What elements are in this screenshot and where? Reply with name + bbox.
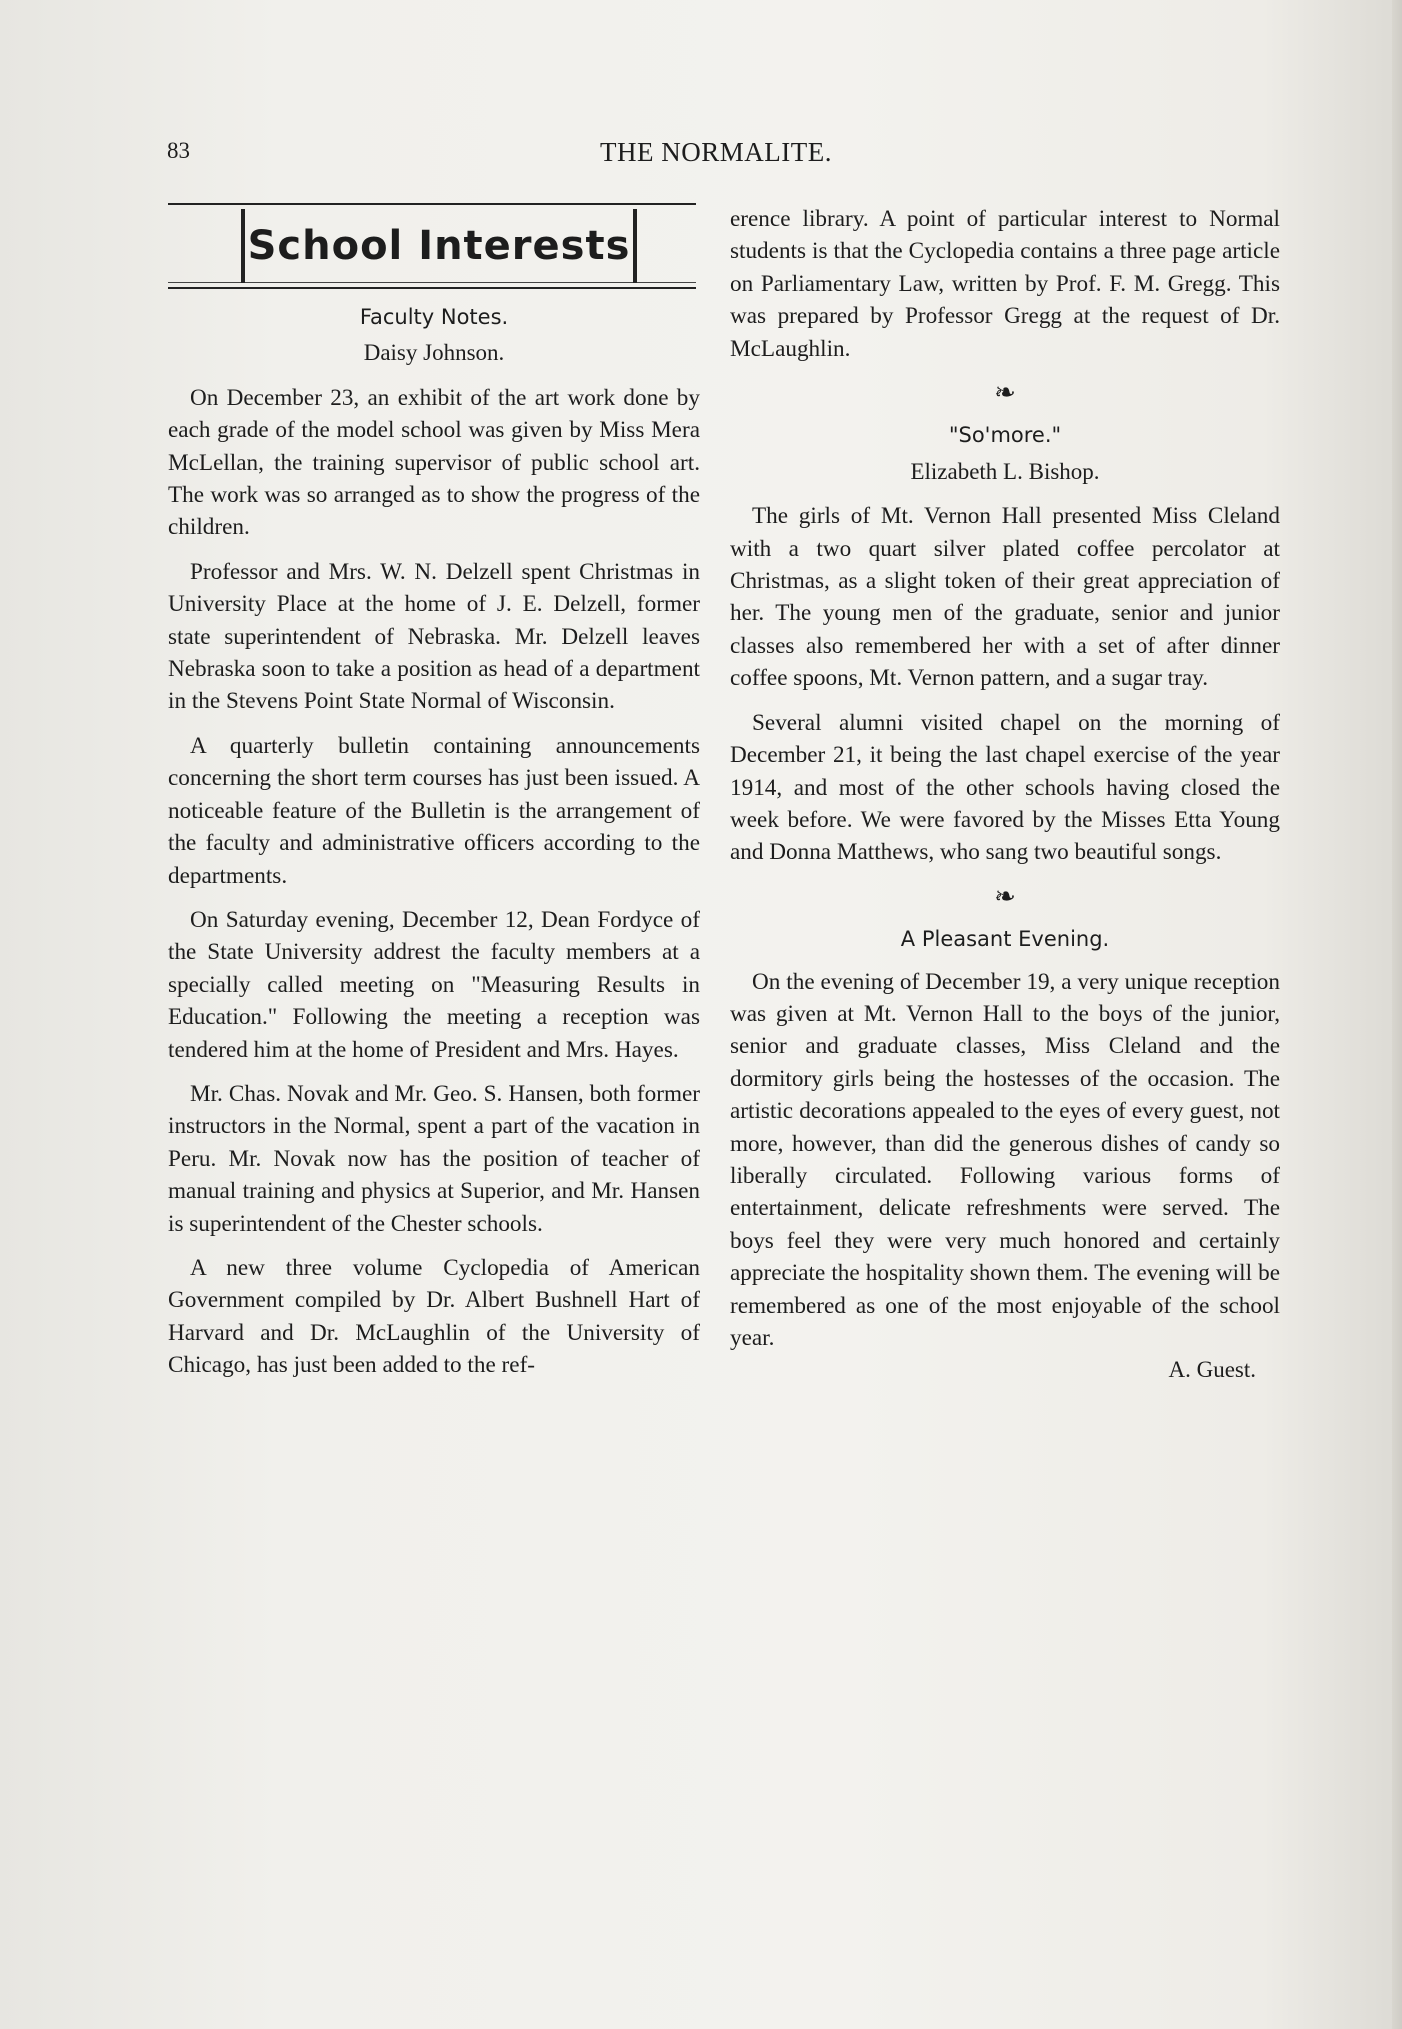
paragraph: Professor and Mrs. W. N. Delzell spent Christmas in University Place at the home of J. E. Delzell, former state superintendent of Nebraska. Mr. Delzell leaves Nebraska soon to take a position as head of a department in the Stevens Point State Normal of Wisconsin. (168, 558, 700, 715)
paragraph: On the evening of December 19, a very unique reception was given at Mt. Vernon Hall to the boys of the junior, senior and graduate classes, Miss Cleland and the dormitory girls being the hostesses of the occasion. The artistic decorations appealed to the eyes of every guest, not more, however, than did the generous dishes of candy so liberally circulated. Following various forms of entertainment, delicate refreshments were served. The boys feel they were very much honored and certainly appreciate the hospitality shown them. The evening will be remembered as one of the most enjoyable of the school year. (730, 968, 1280, 1351)
publication-title: THE NORMALITE. (600, 137, 832, 167)
left-column (168, 203, 700, 1382)
section-banner (168, 203, 696, 289)
paragraph: On Saturday evening, December 12, Dean Fordyce of the State University addrest the faculty members at a specially called meeting on "Measuring Results in Education." Following the meeting a reception was tendered him at the home of President and Mrs. Hayes. (168, 906, 700, 1063)
article-heading-faculty-notes: Faculty Notes. (359, 305, 509, 329)
paragraph: Mr. Chas. Novak and Mr. Geo. S. Hansen, both former instructors in the Normal, spent a part of the vacation in Peru. Mr. Novak now has the position of teacher of manual training and physics at Superior, and Mr. Hansen is superintendent of the Chester schools. (168, 1080, 700, 1237)
article-author-faculty-notes: Daisy Johnson. (363, 340, 505, 366)
article-heading-somore: "So'more." (948, 423, 1062, 448)
article-signoff: A. Guest. (1168, 1357, 1256, 1383)
paragraph: On December 23, an exhibit of the art work done by each grade of the model school was given by Miss Mera McLellan, the training supervisor of public school art. The work was so arranged as to show the progress of the children. (168, 384, 700, 541)
paragraph: A quarterly bulletin containing announcements concerning the short term courses has just been issued. A noticeable feature of the Bulletin is the arrangement of the faculty and administrative officers according to the departments. (168, 732, 700, 889)
page-edge (1392, 0, 1402, 2029)
article-heading-pleasant-evening: A Pleasant Evening. (900, 927, 1110, 952)
paragraph: Several alumni visited chapel on the morning of December 21, it being the last chapel exercise of the year 1914, and most of the other schools having closed the week before. We were favored by the Misses Etta Young and Donna Matthews, who sang two beautiful songs. (730, 709, 1280, 866)
article-author-somore: Elizabeth L. Bishop. (910, 458, 1100, 484)
page-number: 83 (167, 138, 190, 163)
section-title: School Interests (247, 222, 631, 269)
ornament-icon: ❧ (994, 881, 1016, 911)
paragraph-continued: erence library. A point of particular interest to Normal students is that the Cyclopedia contains a three page article on Parliamentary Law, written by Prof. F. M. Gregg. This was prepared by Professor Gregg at the request of Dr. McLaughlin. (730, 206, 1280, 362)
ornament-icon: ❧ (994, 378, 1016, 408)
paragraph: The girls of Mt. Vernon Hall presented Miss Cleland with a two quart silver plated coffee percolator at Christmas, as a slight token of their great appreciation of her. The young men of the graduate, senior and junior classes also remembered her with a set of after dinner coffee spoons, Mt. Vernon pattern, and a sugar tray. (730, 503, 1280, 692)
right-column (730, 203, 1280, 1387)
paragraph: A new three volume Cyclopedia of American Government compiled by Dr. Albert Bushnell Hart of Harvard and Dr. McLaughlin of the University of Chicago, has just been added to the ref- (168, 1254, 700, 1379)
